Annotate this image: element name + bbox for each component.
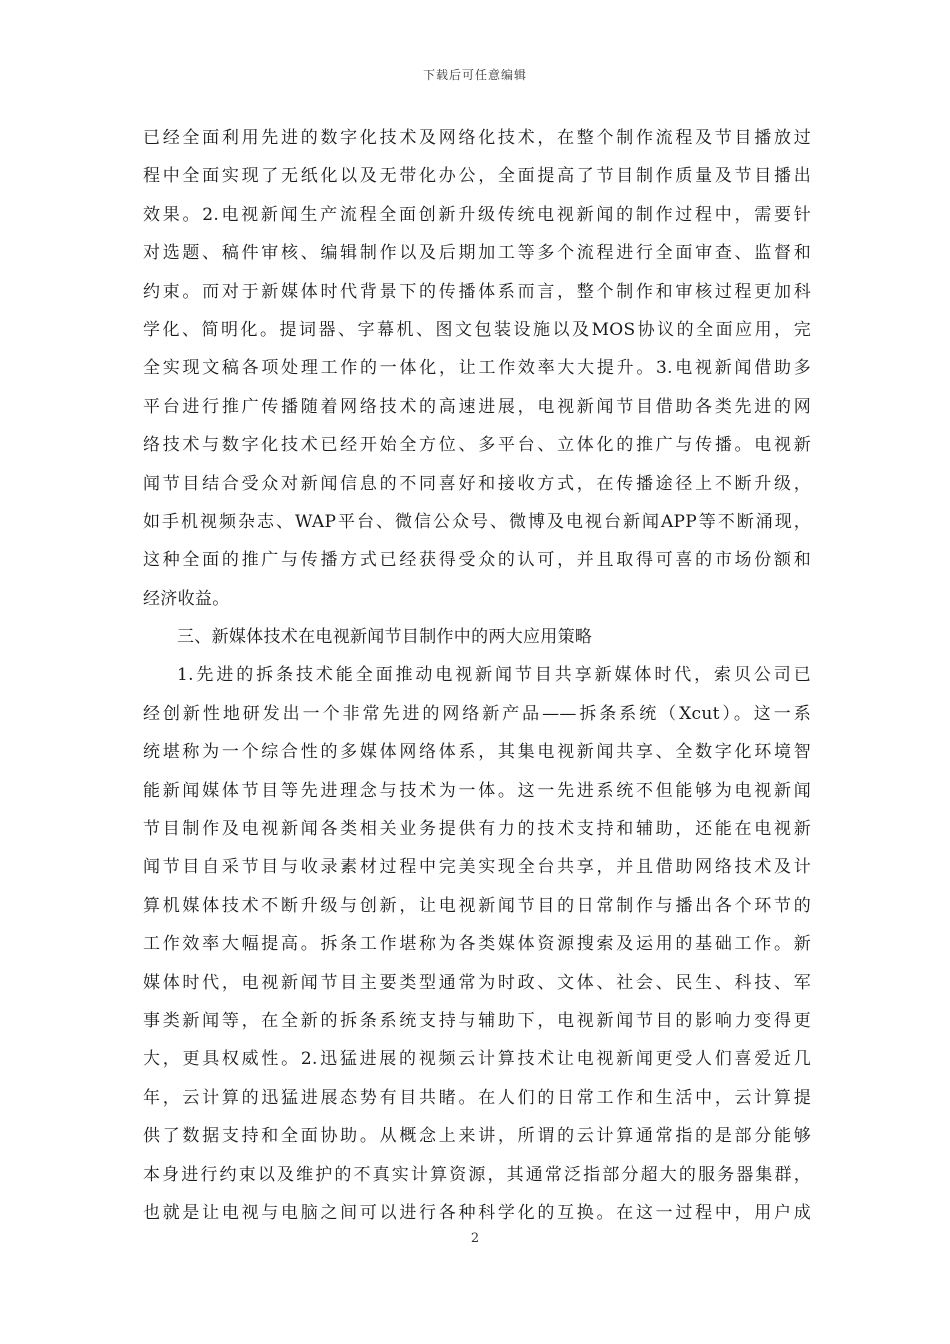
text-line: 大，更具权威性。2.迅猛进展的视频云计算技术让电视新闻更受人们喜爱近几 xyxy=(143,1049,811,1070)
text-line: 事类新闻等，在全新的拆条系统支持与辅助下，电视新闻节目的影响力变得更 xyxy=(143,1010,811,1031)
text-line: 效果。2.电视新闻生产流程全面创新升级传统电视新闻的制作过程中，需要针 xyxy=(143,204,811,225)
text-line: 全实现文稿各项处理工作的一体化，让工作效率大大提升。3.电视新闻借助多 xyxy=(143,358,811,379)
text-line: 如手机视频杂志、WAP平台、微信公众号、微博及电视台新闻APP等不断涌现， xyxy=(143,511,811,532)
text-line: 已经全面利用先进的数字化技术及网络化技术，在整个制作流程及节目播放过 xyxy=(143,128,811,148)
text-line: 年，云计算的迅猛进展态势有目共睹。在人们的日常工作和生活中，云计算提 xyxy=(143,1087,811,1108)
text-line: 算机媒体技术不断升级与创新，让电视新闻节目的日常制作与播出各个环节的 xyxy=(143,895,811,916)
text-line: 也就是让电视与电脑之间可以进行各种科学化的互换。在这一过程中，用户成 xyxy=(143,1202,811,1223)
page-header: 下载后可任意编辑 xyxy=(422,68,527,82)
text-line: 约束。而对于新媒体时代背景下的传播体系而言，整个制作和审核过程更加科 xyxy=(143,281,811,302)
page-number: 2 xyxy=(470,1231,480,1246)
text-line: 节目制作及电视新闻各类相关业务提供有力的技术支持和辅助，还能在电视新 xyxy=(143,819,811,840)
text-line: 这种全面的推广与传播方式已经获得受众的认可，并且取得可喜的市场份额和 xyxy=(143,550,811,571)
text-line: 平台进行推广传播随着网络技术的高速进展，电视新闻节目借助各类先进的网 xyxy=(143,396,811,417)
text-line: 络技术与数字化技术已经开始全方位、多平台、立体化的推广与传播。电视新 xyxy=(143,435,811,456)
document-body xyxy=(143,119,811,1232)
text-line: 1.先进的拆条技术能全面推动电视新闻节目共享新媒体时代，索贝公司已 xyxy=(177,665,811,686)
text-line: 闻节目结合受众对新闻信息的不同喜好和接收方式，在传播途径上不断升级， xyxy=(143,473,811,494)
text-line: 本身进行约束以及维护的不真实计算资源，其通常泛指部分超大的服务器集群， xyxy=(143,1164,811,1185)
text-line: 统堪称为一个综合性的多媒体网络体系，其集电视新闻共享、全数字化环境智 xyxy=(143,742,811,763)
text-line: 供了数据支持和全面协助。从概念上来讲，所谓的云计算通常指的是部分能够 xyxy=(143,1126,811,1147)
text-line: 经济收益。 xyxy=(143,588,230,609)
text-line: 闻节目自采节目与收录素材过程中完美实现全台共享，并且借助网络技术及计 xyxy=(143,857,811,878)
section-heading: 三、新媒体技术在电视新闻节目制作中的两大应用策略 xyxy=(177,627,593,648)
text-line: 媒体时代，电视新闻节目主要类型通常为时政、文体、社会、民生、科技、军 xyxy=(143,972,811,993)
text-line: 对选题、稿件审核、编辑制作以及后期加工等多个流程进行全面审查、监督和 xyxy=(143,243,811,264)
text-line: 程中全面实现了无纸化以及无带化办公，全面提高了节目制作质量及节目播出 xyxy=(143,166,811,187)
text-line: 能新闻媒体节目等先进理念与技术为一体。这一先进系统不但能够为电视新闻 xyxy=(143,780,811,801)
text-line: 工作效率大幅提高。拆条工作堪称为各类媒体资源搜索及运用的基础工作。新 xyxy=(143,934,811,955)
text-line: 学化、简明化。提词器、字幕机、图文包装设施以及MOS协议的全面应用，完 xyxy=(143,319,811,340)
text-line: 经创新性地研发出一个非常先进的网络新产品——拆条系统（Xcut）。这一系 xyxy=(143,703,811,724)
